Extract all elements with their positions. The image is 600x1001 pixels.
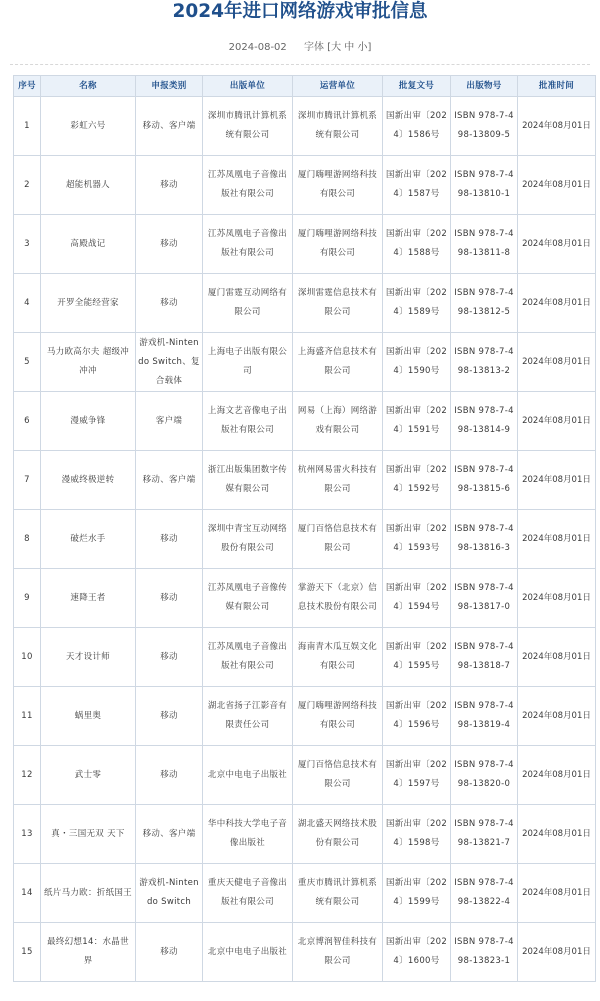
table-row	[14, 628, 596, 687]
cell-col-name: 破烂水手	[41, 510, 136, 569]
cell-col-approval-date: 2024年08月01日	[518, 451, 596, 510]
cell-col-approval-date: 2024年08月01日	[518, 274, 596, 333]
cell-col-publisher: 上海电子出版有限公司	[203, 333, 293, 392]
cell-col-publisher: 厦门雷霆互动网络有限公司	[203, 274, 293, 333]
cell-col-operator: 重庆市腾讯计算机系统有限公司	[293, 864, 383, 923]
cell-col-category: 移动、客户端	[136, 805, 203, 864]
cell-col-category: 移动	[136, 923, 203, 982]
approval-table	[13, 75, 596, 982]
cell-col-approval-date: 2024年08月01日	[518, 510, 596, 569]
cell-col-approval-date: 2024年08月01日	[518, 628, 596, 687]
cell-col-index: 5	[14, 333, 41, 392]
cell-col-approval-date: 2024年08月01日	[518, 215, 596, 274]
header-col-operator: 运营单位	[293, 76, 383, 97]
cell-col-operator: 厦门嗨哩游网络科技有限公司	[293, 687, 383, 746]
cell-col-publisher: 北京中电电子出版社	[203, 923, 293, 982]
cell-col-operator: 北京博润智佳科技有限公司	[293, 923, 383, 982]
cell-col-index: 7	[14, 451, 41, 510]
cell-col-name: 漫威终极逆转	[41, 451, 136, 510]
cell-col-approval-no: 国新出审〔2024〕1600号	[383, 923, 451, 982]
cell-col-approval-date: 2024年08月01日	[518, 805, 596, 864]
table-row	[14, 392, 596, 451]
cell-col-category: 游戏机-Nintendo Switch	[136, 864, 203, 923]
table-row	[14, 510, 596, 569]
cell-col-isbn: ISBN 978-7-498-13822-4	[451, 864, 518, 923]
cell-col-isbn: ISBN 978-7-498-13818-7	[451, 628, 518, 687]
cell-col-name: 速降王者	[41, 569, 136, 628]
cell-col-index: 8	[14, 510, 41, 569]
cell-col-approval-no: 国新出审〔2024〕1598号	[383, 805, 451, 864]
cell-col-isbn: ISBN 978-7-498-13813-2	[451, 333, 518, 392]
cell-col-publisher: 深圳市腾讯计算机系统有限公司	[203, 97, 293, 156]
font-size-label: 字体	[303, 42, 324, 53]
cell-col-approval-no: 国新出审〔2024〕1596号	[383, 687, 451, 746]
cell-col-name: 天才设计师	[41, 628, 136, 687]
cell-col-isbn: ISBN 978-7-498-13820-0	[451, 746, 518, 805]
cell-col-approval-date: 2024年08月01日	[518, 687, 596, 746]
cell-col-approval-no: 国新出审〔2024〕1590号	[383, 333, 451, 392]
page-title: 2024年进口网络游戏审批信息	[172, 1, 428, 22]
header-col-category: 申报类别	[136, 76, 203, 97]
publish-date: 2024-08-02	[228, 42, 287, 53]
cell-col-publisher: 华中科技大学电子音像出版社	[203, 805, 293, 864]
cell-col-publisher: 深圳中青宝互动网络股份有限公司	[203, 510, 293, 569]
cell-col-operator: 杭州网易雷火科技有限公司	[293, 451, 383, 510]
cell-col-operator: 网易（上海）网络游戏有限公司	[293, 392, 383, 451]
cell-col-isbn: ISBN 978-7-498-13815-6	[451, 451, 518, 510]
cell-col-category: 移动	[136, 687, 203, 746]
cell-col-category: 游戏机-Nintendo Switch、复合载体	[136, 333, 203, 392]
cell-col-name: 最终幻想14：水晶世界	[41, 923, 136, 982]
cell-col-name: 蜗里奥	[41, 687, 136, 746]
cell-col-operator: 深圳市腾讯计算机系统有限公司	[293, 97, 383, 156]
cell-col-index: 14	[14, 864, 41, 923]
table-body	[14, 97, 596, 982]
cell-col-operator: 深圳雷霆信息技术有限公司	[293, 274, 383, 333]
cell-col-index: 10	[14, 628, 41, 687]
cell-col-name: 纸片马力欧：折纸国王	[41, 864, 136, 923]
cell-col-publisher: 浙江出版集团数字传媒有限公司	[203, 451, 293, 510]
cell-col-approval-date: 2024年08月01日	[518, 746, 596, 805]
header-col-approval-no: 批复文号	[383, 76, 451, 97]
cell-col-approval-no: 国新出审〔2024〕1587号	[383, 156, 451, 215]
cell-col-category: 移动	[136, 215, 203, 274]
cell-col-publisher: 重庆天健电子音像出版社有限公司	[203, 864, 293, 923]
cell-col-operator: 湖北盛天网络技术股份有限公司	[293, 805, 383, 864]
cell-col-operator: 海南青木瓜互娱文化有限公司	[293, 628, 383, 687]
cell-col-approval-no: 国新出审〔2024〕1595号	[383, 628, 451, 687]
cell-col-operator: 厦门嗨哩游网络科技有限公司	[293, 215, 383, 274]
cell-col-category: 移动	[136, 274, 203, 333]
cell-col-approval-date: 2024年08月01日	[518, 333, 596, 392]
cell-col-name: 漫威争锋	[41, 392, 136, 451]
cell-col-isbn: ISBN 978-7-498-13816-3	[451, 510, 518, 569]
cell-col-publisher: 江苏凤凰电子音像传媒有限公司	[203, 569, 293, 628]
cell-col-name: 武士零	[41, 746, 136, 805]
cell-col-isbn: ISBN 978-7-498-13817-0	[451, 569, 518, 628]
table-row	[14, 274, 596, 333]
table-row	[14, 215, 596, 274]
cell-col-approval-no: 国新出审〔2024〕1588号	[383, 215, 451, 274]
table-row	[14, 746, 596, 805]
cell-col-category: 移动	[136, 746, 203, 805]
table-header-row	[14, 76, 596, 97]
table-row	[14, 333, 596, 392]
font-size-medium-link[interactable]: 中	[344, 42, 355, 53]
cell-col-index: 6	[14, 392, 41, 451]
font-size-bracket-close: ]	[367, 42, 372, 53]
cell-col-operator: 上海盛齐信息技术有限公司	[293, 333, 383, 392]
cell-col-approval-no: 国新出审〔2024〕1599号	[383, 864, 451, 923]
cell-col-publisher: 上海文艺音像电子出版社有限公司	[203, 392, 293, 451]
cell-col-category: 移动、客户端	[136, 97, 203, 156]
cell-col-isbn: ISBN 978-7-498-13819-4	[451, 687, 518, 746]
cell-col-index: 2	[14, 156, 41, 215]
header-col-isbn: 出版物号	[451, 76, 518, 97]
font-size-large-link[interactable]: 大	[331, 42, 342, 53]
header-col-approval-date: 批准时间	[518, 76, 596, 97]
cell-col-approval-no: 国新出审〔2024〕1586号	[383, 97, 451, 156]
cell-col-name: 超能机器人	[41, 156, 136, 215]
cell-col-category: 移动、客户端	[136, 451, 203, 510]
cell-col-name: 真・三国无双 天下	[41, 805, 136, 864]
cell-col-approval-date: 2024年08月01日	[518, 923, 596, 982]
cell-col-publisher: 湖北省扬子江影音有限责任公司	[203, 687, 293, 746]
cell-col-approval-no: 国新出审〔2024〕1591号	[383, 392, 451, 451]
cell-col-name: 高殿战记	[41, 215, 136, 274]
cell-col-category: 客户端	[136, 392, 203, 451]
table-row	[14, 687, 596, 746]
font-size-small-link[interactable]: 小	[357, 42, 368, 53]
cell-col-category: 移动	[136, 628, 203, 687]
cell-col-publisher: 江苏凤凰电子音像出版社有限公司	[203, 156, 293, 215]
cell-col-category: 移动	[136, 156, 203, 215]
cell-col-operator: 掌游天下（北京）信息技术股份有限公司	[293, 569, 383, 628]
cell-col-name: 马力欧高尔夫 超级冲冲冲	[41, 333, 136, 392]
cell-col-category: 移动	[136, 510, 203, 569]
cell-col-publisher: 江苏凤凰电子音像出版社有限公司	[203, 628, 293, 687]
article-meta	[0, 40, 600, 56]
cell-col-isbn: ISBN 978-7-498-13811-8	[451, 215, 518, 274]
cell-col-approval-no: 国新出审〔2024〕1593号	[383, 510, 451, 569]
cell-col-index: 4	[14, 274, 41, 333]
cell-col-approval-date: 2024年08月01日	[518, 156, 596, 215]
cell-col-index: 12	[14, 746, 41, 805]
cell-col-index: 3	[14, 215, 41, 274]
cell-col-index: 9	[14, 569, 41, 628]
font-size-bracket-open: [	[327, 42, 332, 53]
cell-col-isbn: ISBN 978-7-498-13823-1	[451, 923, 518, 982]
table-row	[14, 156, 596, 215]
table-row	[14, 569, 596, 628]
cell-col-isbn: ISBN 978-7-498-13821-7	[451, 805, 518, 864]
cell-col-operator: 厦门百恪信息技术有限公司	[293, 746, 383, 805]
cell-col-approval-no: 国新出审〔2024〕1597号	[383, 746, 451, 805]
cell-col-approval-no: 国新出审〔2024〕1592号	[383, 451, 451, 510]
header-col-name: 名称	[41, 76, 136, 97]
cell-col-isbn: ISBN 978-7-498-13814-9	[451, 392, 518, 451]
divider	[10, 64, 590, 65]
cell-col-operator: 厦门嗨哩游网络科技有限公司	[293, 156, 383, 215]
cell-col-index: 15	[14, 923, 41, 982]
cell-col-publisher: 江苏凤凰电子音像出版社有限公司	[203, 215, 293, 274]
cell-col-operator: 厦门百恪信息技术有限公司	[293, 510, 383, 569]
cell-col-approval-date: 2024年08月01日	[518, 392, 596, 451]
cell-col-isbn: ISBN 978-7-498-13812-5	[451, 274, 518, 333]
header-col-publisher: 出版单位	[203, 76, 293, 97]
table-row	[14, 805, 596, 864]
table-row	[14, 451, 596, 510]
cell-col-isbn: ISBN 978-7-498-13810-1	[451, 156, 518, 215]
header-col-index: 序号	[14, 76, 41, 97]
cell-col-index: 1	[14, 97, 41, 156]
cell-col-publisher: 北京中电电子出版社	[203, 746, 293, 805]
cell-col-index: 11	[14, 687, 41, 746]
table-row	[14, 864, 596, 923]
cell-col-name: 彩虹六号	[41, 97, 136, 156]
cell-col-approval-date: 2024年08月01日	[518, 864, 596, 923]
cell-col-index: 13	[14, 805, 41, 864]
cell-col-category: 移动	[136, 569, 203, 628]
table-row	[14, 923, 596, 982]
cell-col-name: 开罗全能经营家	[41, 274, 136, 333]
cell-col-approval-date: 2024年08月01日	[518, 569, 596, 628]
cell-col-approval-no: 国新出审〔2024〕1589号	[383, 274, 451, 333]
cell-col-approval-no: 国新出审〔2024〕1594号	[383, 569, 451, 628]
table-row	[14, 97, 596, 156]
cell-col-approval-date: 2024年08月01日	[518, 97, 596, 156]
cell-col-isbn: ISBN 978-7-498-13809-5	[451, 97, 518, 156]
